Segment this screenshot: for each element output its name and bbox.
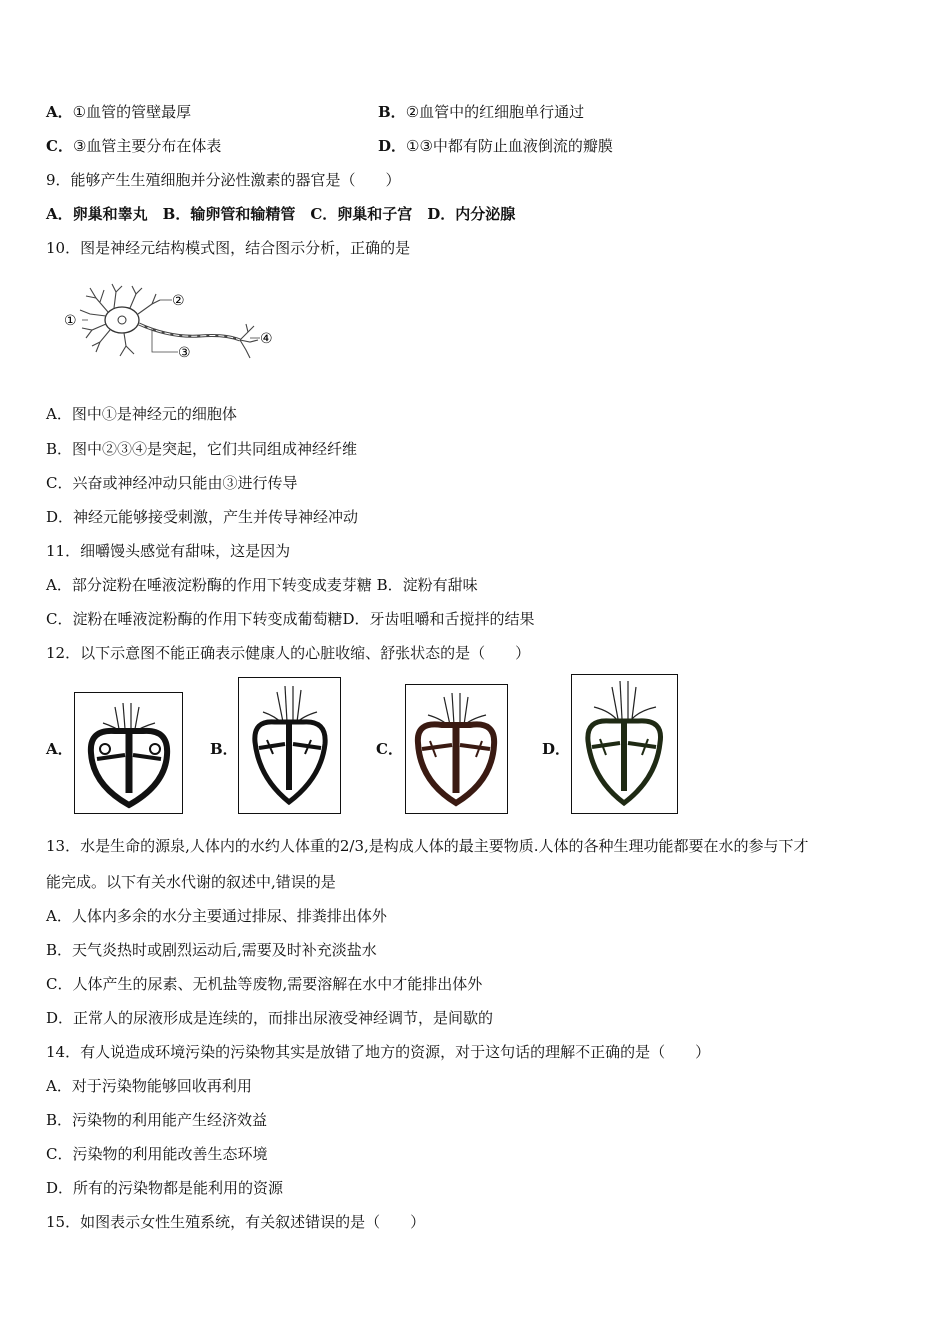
- q8-option-a-text: ①血管的管壁最厚: [72, 103, 192, 121]
- q9-options: A．卵巢和睾丸 B．输卵管和输精管 C．卵巢和子宫 D．内分泌腺: [46, 205, 516, 223]
- q11-stem: 11．细嚼馒头感觉有甜味，这是因为: [46, 542, 291, 560]
- q8-option-b: [378, 102, 584, 122]
- q12-label-c: C．: [376, 740, 403, 758]
- q8-option-c: [46, 136, 221, 156]
- q10-option-b: B．图中②③④是突起，它们共同组成神经纤维: [46, 440, 358, 458]
- q10-option-d: D．神经元能够接受刺激，产生并传导神经冲动: [46, 508, 359, 526]
- heart-figure-a: [74, 692, 183, 814]
- q12-stem: 12．以下示意图不能正确表示健康人的心脏收缩、舒张状态的是（ ）: [46, 644, 531, 662]
- q15-stem: 15．如图表示女性生殖系统，有关叙述错误的是（ ）: [46, 1213, 426, 1231]
- heart-figure-d: [571, 674, 678, 814]
- neuron-label-1: ①: [64, 313, 77, 329]
- q12-label-a: A．: [46, 740, 73, 758]
- neuron-label-2: ②: [172, 293, 185, 309]
- q13-option-c: C．人体产生的尿素、无机盐等废物,需要溶解在水中才能排出体外: [46, 975, 483, 993]
- heart-figure-c: [405, 684, 508, 814]
- q13-stem-line1: 13．水是生命的源泉,人体内的水约人体重的2/3,是构成人体的最主要物质.人体的各种生理功能都要在水的参与下才: [46, 837, 809, 855]
- q8-option-b-text: ②血管中的红细胞单行通过: [405, 103, 585, 121]
- q11-options-ab: A．部分淀粉在唾液淀粉酶的作用下转变成麦芽糖 B．淀粉有甜味: [46, 576, 478, 594]
- q14-option-c: C．污染物的利用能改善生态环境: [46, 1145, 268, 1163]
- heart-figure-b: [238, 677, 341, 814]
- q8-option-d-label: D．: [378, 137, 407, 155]
- q10-stem: 10．图是神经元结构模式图，结合图示分析，正确的是: [46, 239, 411, 257]
- q13-option-d: D．正常人的尿液形成是连续的，而排出尿液受神经调节，是间歇的: [46, 1009, 494, 1027]
- q10-option-c: C．兴奋或神经冲动只能由③进行传导: [46, 474, 298, 492]
- q12-label-b: B．: [210, 740, 238, 758]
- q13-option-a: A．人体内多余的水分主要通过排尿、排粪排出体外: [46, 907, 387, 925]
- q12-label-d: D．: [542, 740, 571, 758]
- q8-option-b-label: B．: [378, 103, 406, 121]
- q14-stem: 14．有人说造成环境污染的污染物其实是放错了地方的资源，对于这句话的理解不正确的是（ ）: [46, 1043, 711, 1061]
- q11-options-cd: C．淀粉在唾液淀粉酶的作用下转变成葡萄糖D．牙齿咀嚼和舌搅拌的结果: [46, 610, 535, 628]
- q14-option-b: B．污染物的利用能产生经济效益: [46, 1111, 268, 1129]
- q14-option-a: A．对于污染物能够回收再利用: [46, 1077, 252, 1095]
- q8-option-c-text: ③血管主要分布在体表: [72, 137, 222, 155]
- q8-option-a: [46, 102, 191, 122]
- q13-stem-line2: 能完成。以下有关水代谢的叙述中,错误的是: [46, 873, 336, 891]
- q14-option-d: D．所有的污染物都是能利用的资源: [46, 1179, 284, 1197]
- q8-option-d: [378, 136, 613, 156]
- q9-stem: 9．能够产生生殖细胞并分泌性激素的器官是（ ）: [46, 171, 401, 189]
- neuron-label-4: ④: [260, 331, 273, 347]
- q13-option-b: B．天气炎热时或剧烈运动后,需要及时补充淡盐水: [46, 941, 377, 959]
- neuron-label-3: ③: [178, 345, 191, 361]
- q8-option-d-text: ①③中都有防止血液倒流的瓣膜: [406, 137, 613, 155]
- q8-option-c-label: C．: [46, 137, 73, 155]
- neuron-diagram: [60, 280, 290, 375]
- q10-option-a: A．图中①是神经元的细胞体: [46, 405, 237, 423]
- q8-option-a-label: A．: [46, 103, 73, 121]
